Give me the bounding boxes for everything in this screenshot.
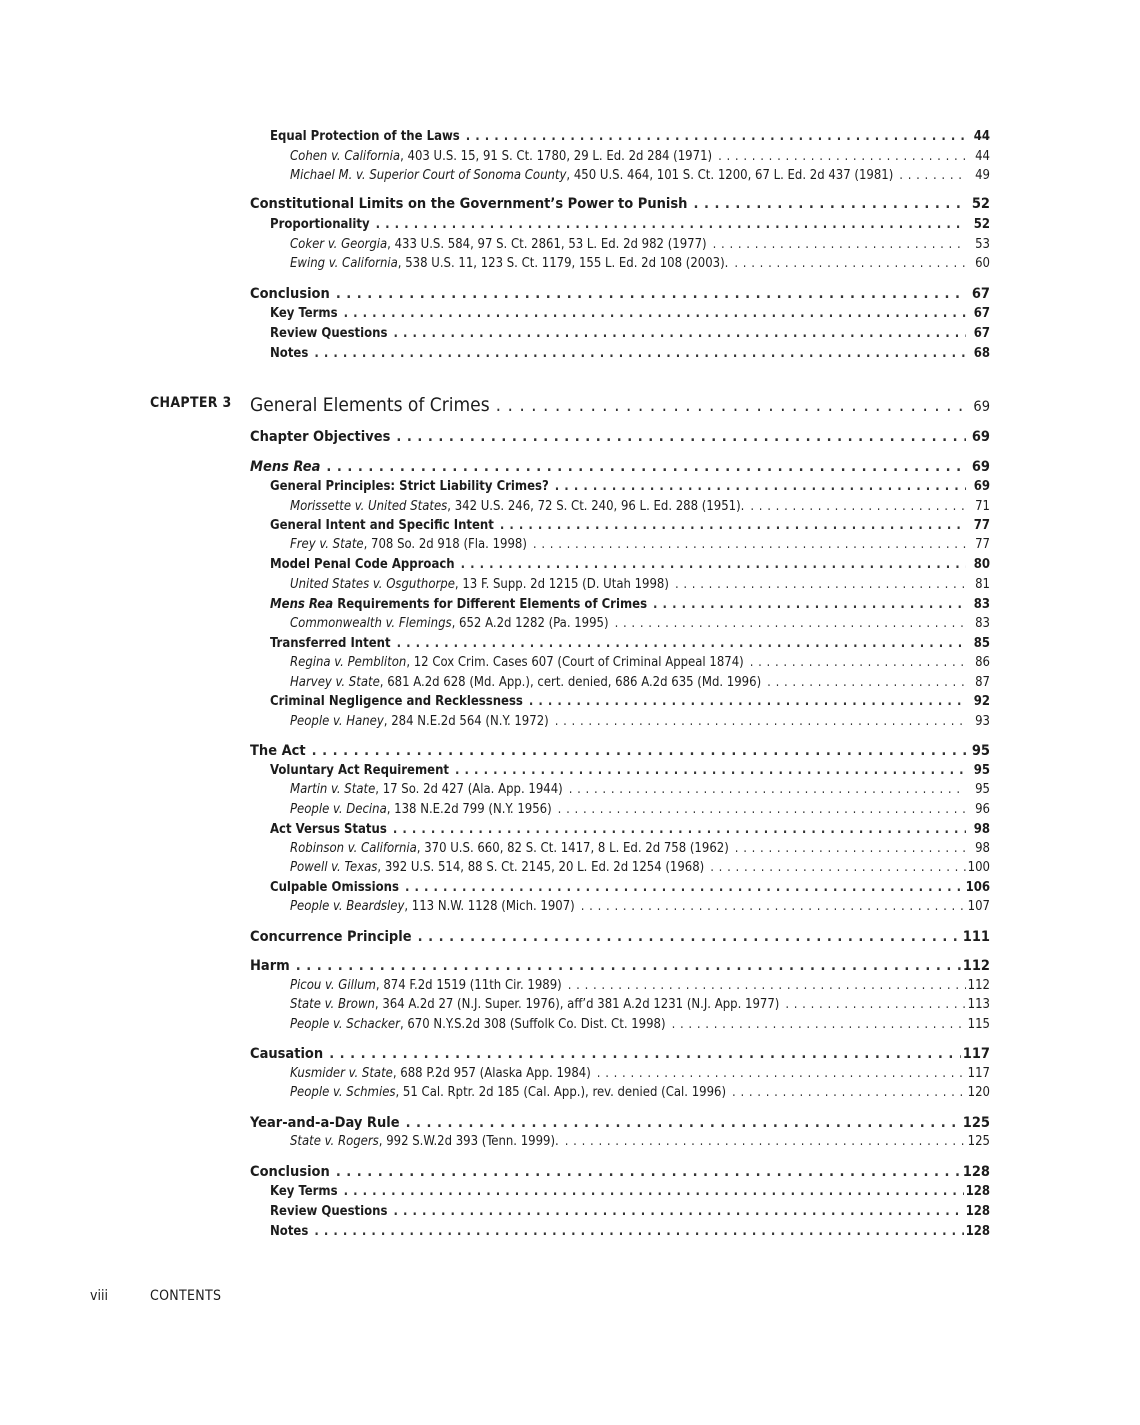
title-part: , 652 A.2d 1282 (Pa. 1995) bbox=[451, 616, 609, 631]
dot-leader bbox=[569, 779, 966, 801]
toc-page-number: 100 bbox=[967, 860, 990, 875]
toc-entry bbox=[250, 193, 990, 215]
title-part: , 13 F. Supp. 2d 1215 (D. Utah 1998) bbox=[454, 577, 669, 592]
toc-entry-title bbox=[290, 1014, 666, 1036]
dot-leader bbox=[344, 1181, 964, 1203]
toc-page-number: 128 bbox=[965, 1204, 990, 1219]
title-part: , 364 A.2d 27 (N.J. Super. 1976), aff’d 381 A.2d 1231 (N.J. App. 1977) bbox=[374, 997, 780, 1012]
italic-title-part: People v. Haney bbox=[290, 714, 384, 729]
toc-page-number: 77 bbox=[975, 537, 990, 552]
dot-leader bbox=[675, 574, 966, 596]
title-part: Criminal Negligence and Recklessness bbox=[270, 694, 523, 709]
dot-leader bbox=[336, 283, 966, 305]
toc-page-number: 128 bbox=[962, 1164, 990, 1180]
toc-page-number: 60 bbox=[975, 256, 990, 271]
toc-entry bbox=[250, 926, 990, 948]
toc-entry-title bbox=[250, 740, 306, 762]
dot-leader bbox=[533, 534, 966, 556]
dot-leader bbox=[296, 955, 961, 977]
toc-entry-title bbox=[270, 554, 455, 576]
title-part: Equal Protection of the Laws bbox=[270, 129, 460, 144]
title-part: The Act bbox=[250, 743, 306, 759]
dot-leader bbox=[581, 896, 966, 918]
toc-entry bbox=[270, 303, 990, 325]
dot-leader bbox=[734, 253, 966, 275]
dot-leader bbox=[344, 303, 966, 325]
toc-entry-title bbox=[270, 126, 460, 148]
toc-entry bbox=[250, 740, 990, 762]
toc-page-number: 69 bbox=[973, 399, 990, 415]
dot-leader bbox=[396, 426, 966, 448]
title-part: Year-and-a-Day Rule bbox=[250, 1115, 400, 1131]
toc-entry-title bbox=[290, 896, 575, 918]
dot-leader bbox=[393, 1201, 963, 1223]
dot-leader bbox=[529, 691, 966, 713]
italic-title-part: Powell v. Texas bbox=[290, 860, 378, 875]
toc-entry-title bbox=[290, 652, 744, 674]
toc-entry bbox=[290, 165, 990, 187]
title-part: , 450 U.S. 464, 101 S. Ct. 1200, 67 L. Ed. 2d 437 (1981) bbox=[566, 168, 894, 183]
toc-entry bbox=[270, 343, 990, 365]
italic-title-part: State v. Brown bbox=[290, 997, 375, 1012]
toc-page-number: 128 bbox=[965, 1184, 990, 1199]
dot-leader bbox=[558, 799, 966, 821]
toc-page-number: 112 bbox=[962, 958, 990, 974]
toc-page-number: 117 bbox=[962, 1046, 990, 1062]
toc-entry bbox=[250, 955, 990, 977]
title-part: , 392 U.S. 514, 88 S. Ct. 2145, 20 L. Ed. 2d 1254 (1968) bbox=[377, 860, 705, 875]
toc-chapter-entry bbox=[250, 392, 990, 418]
title-part: Causation bbox=[250, 1046, 324, 1062]
toc-page-number: 67 bbox=[973, 306, 990, 321]
dot-leader bbox=[329, 1043, 961, 1065]
italic-title-part: Mens Rea bbox=[270, 597, 334, 612]
dot-leader bbox=[312, 740, 966, 762]
dot-leader bbox=[555, 476, 966, 498]
footer-running-title: CONTENTS bbox=[150, 1288, 222, 1304]
toc-entry bbox=[290, 1014, 990, 1036]
toc-entry bbox=[290, 994, 990, 1016]
italic-title-part: People v. Decina bbox=[290, 802, 387, 817]
dot-leader bbox=[466, 126, 966, 148]
dot-leader bbox=[496, 392, 966, 418]
toc-entry-title bbox=[290, 165, 893, 187]
dot-leader bbox=[710, 857, 965, 879]
toc-entry bbox=[290, 1131, 990, 1153]
toc-page-number: 52 bbox=[971, 196, 990, 212]
title-part: , 284 N.E.2d 564 (N.Y. 1972) bbox=[383, 714, 549, 729]
italic-title-part: People v. Beardsley bbox=[290, 899, 405, 914]
title-part: Voluntary Act Requirement bbox=[270, 763, 450, 778]
toc-entry-title bbox=[250, 955, 290, 977]
title-part: Concurrence Principle bbox=[250, 929, 412, 945]
title-part: Key Terms bbox=[270, 306, 338, 321]
toc-page-number: 49 bbox=[975, 168, 990, 183]
toc-entry-title bbox=[290, 574, 669, 596]
italic-title-part: United States v. Osguthorpe bbox=[290, 577, 455, 592]
italic-title-part: Michael M. v. Superior Court of Sonoma County bbox=[290, 168, 567, 183]
toc-page-number: 117 bbox=[967, 1066, 990, 1081]
italic-title-part: Regina v. Pembliton bbox=[290, 655, 407, 670]
toc-page-number: 77 bbox=[973, 518, 990, 533]
toc-page-number: 98 bbox=[973, 822, 990, 837]
italic-title-part: Ewing v. California bbox=[290, 256, 398, 271]
title-part: , 992 S.W.2d 393 (Tenn. 1999). bbox=[378, 1134, 559, 1149]
dot-leader bbox=[555, 711, 966, 733]
italic-title-part: Picou v. Gillum bbox=[290, 978, 376, 993]
toc-page-number: 85 bbox=[973, 636, 990, 651]
dot-leader bbox=[693, 193, 966, 215]
toc-page-number: 71 bbox=[975, 499, 990, 514]
chapter-label: CHAPTER 3 bbox=[150, 395, 232, 411]
toc-entry bbox=[270, 214, 990, 236]
italic-title-part: State v. Rogers bbox=[290, 1134, 379, 1149]
title-part: , 138 N.E.2d 799 (N.Y. 1956) bbox=[386, 802, 552, 817]
toc-entry bbox=[250, 283, 990, 305]
toc-page-number: 125 bbox=[967, 1134, 990, 1149]
toc-entry bbox=[290, 896, 990, 918]
toc-entry-title bbox=[290, 1131, 559, 1153]
toc-page-number: 67 bbox=[971, 286, 990, 302]
toc-page-number: 52 bbox=[973, 217, 990, 232]
toc-page-number: 112 bbox=[967, 978, 990, 993]
toc-entry bbox=[270, 1201, 990, 1223]
dot-leader bbox=[376, 214, 966, 236]
italic-title-part: People v. Schmies bbox=[290, 1085, 396, 1100]
toc-page-number: 80 bbox=[973, 557, 990, 572]
toc-page-number: 111 bbox=[962, 929, 990, 945]
toc-entry-title bbox=[250, 193, 687, 215]
dot-leader bbox=[461, 554, 966, 576]
italic-title-part: Morissette v. United States bbox=[290, 499, 448, 514]
toc-page-number: 95 bbox=[971, 743, 990, 759]
title-part: Review Questions bbox=[270, 1204, 388, 1219]
italic-title-part: Harvey v. State bbox=[290, 675, 380, 690]
toc-page-number: 83 bbox=[973, 597, 990, 612]
title-part: , 708 So. 2d 918 (Fla. 1998) bbox=[363, 537, 527, 552]
italic-title-part: Robinson v. California bbox=[290, 841, 417, 856]
title-part: , 342 U.S. 246, 72 S. Ct. 240, 96 L. Ed. 288 (1951). bbox=[447, 499, 745, 514]
toc-page-number: 107 bbox=[967, 899, 990, 914]
title-part: General Principles: Strict Liability Crimes? bbox=[270, 479, 549, 494]
title-part: Transferred Intent bbox=[270, 636, 391, 651]
italic-title-part: Martin v. State bbox=[290, 782, 376, 797]
toc-entry-title bbox=[250, 926, 412, 948]
toc-entry-title bbox=[250, 1161, 330, 1183]
title-part: Notes bbox=[270, 346, 309, 361]
toc-page-number: 115 bbox=[967, 1017, 990, 1032]
title-part: , 538 U.S. 11, 123 S. Ct. 1179, 155 L. Ed. 2d 108 (2003). bbox=[397, 256, 729, 271]
toc-page-number: 96 bbox=[975, 802, 990, 817]
dot-leader bbox=[314, 1221, 963, 1243]
toc-page-number: 68 bbox=[973, 346, 990, 361]
toc-entry bbox=[290, 857, 990, 879]
dot-leader bbox=[672, 1014, 966, 1036]
italic-title-part: Commonwealth v. Flemings bbox=[290, 616, 452, 631]
toc-entry-title bbox=[290, 779, 563, 801]
toc-entry bbox=[290, 779, 990, 801]
toc-entry-title bbox=[270, 691, 523, 713]
toc-entry bbox=[270, 323, 990, 345]
title-part: General Elements of Crimes bbox=[250, 394, 490, 416]
toc-entry-title bbox=[290, 994, 779, 1016]
toc-entry-title bbox=[290, 799, 552, 821]
title-part: , 12 Cox Crim. Cases 607 (Court of Criminal Appeal 1874) bbox=[406, 655, 744, 670]
title-part: Chapter Objectives bbox=[250, 429, 391, 445]
toc-entry bbox=[270, 1221, 990, 1243]
toc-page-number: 95 bbox=[975, 782, 990, 797]
toc-entry-title bbox=[290, 1082, 726, 1104]
dot-leader bbox=[899, 165, 966, 187]
dot-leader bbox=[785, 994, 965, 1016]
toc-page-number: 53 bbox=[975, 237, 990, 252]
toc-entry-title bbox=[270, 343, 308, 365]
toc-page-number: 69 bbox=[973, 479, 990, 494]
title-part: , 113 N.W. 1128 (Mich. 1907) bbox=[404, 899, 575, 914]
toc-entry bbox=[250, 426, 990, 448]
toc-page-number: 81 bbox=[975, 577, 990, 592]
toc-entry-title bbox=[270, 1181, 338, 1203]
toc-page-number: 44 bbox=[975, 149, 990, 164]
toc-entry bbox=[290, 711, 990, 733]
toc-entry bbox=[290, 1082, 990, 1104]
dot-leader bbox=[565, 1131, 966, 1153]
dot-leader bbox=[336, 1161, 961, 1183]
title-part: , 670 N.Y.S.2d 308 (Suffolk Co. Dist. Ct. 1998) bbox=[399, 1017, 666, 1032]
toc-entry-title bbox=[250, 426, 390, 448]
italic-title-part: Cohen v. California bbox=[290, 149, 401, 164]
toc-entry-title bbox=[250, 283, 330, 305]
italic-title-part: Kusmider v. State bbox=[290, 1066, 393, 1081]
dot-leader bbox=[314, 343, 966, 365]
toc-entry bbox=[250, 1043, 990, 1065]
toc-entry bbox=[290, 799, 990, 821]
italic-title-part: Mens Rea bbox=[250, 459, 321, 475]
title-part: Key Terms bbox=[270, 1184, 338, 1199]
title-part: Conclusion bbox=[250, 286, 330, 302]
toc-entry bbox=[270, 126, 990, 148]
toc-entry-title bbox=[270, 1221, 308, 1243]
toc-entry bbox=[250, 456, 990, 478]
italic-title-part: People v. Schacker bbox=[290, 1017, 400, 1032]
toc-page-number: 83 bbox=[975, 616, 990, 631]
title-part: , 17 So. 2d 427 (Ala. App. 1944) bbox=[375, 782, 563, 797]
toc-page-number: 92 bbox=[973, 694, 990, 709]
title-part: Harm bbox=[250, 958, 290, 974]
toc-entry-title bbox=[250, 1043, 323, 1065]
toc-page-number: 120 bbox=[967, 1085, 990, 1100]
toc-entry-title bbox=[270, 1201, 387, 1223]
toc-page-number: 106 bbox=[965, 880, 990, 895]
title-part: Model Penal Code Approach bbox=[270, 557, 455, 572]
dot-leader bbox=[750, 652, 966, 674]
toc-page-number: 113 bbox=[967, 997, 990, 1012]
toc-entry bbox=[290, 574, 990, 596]
title-part: , 688 P.2d 957 (Alaska App. 1984) bbox=[392, 1066, 591, 1081]
italic-title-part: Frey v. State bbox=[290, 537, 364, 552]
toc-entry-title bbox=[270, 303, 338, 325]
title-part: General Intent and Specific Intent bbox=[270, 518, 494, 533]
dot-leader bbox=[418, 926, 961, 948]
toc-entry-title bbox=[290, 253, 728, 275]
toc-entry bbox=[250, 1161, 990, 1183]
dot-leader bbox=[615, 613, 966, 635]
toc-page-number: 98 bbox=[975, 841, 990, 856]
toc-page-number: 93 bbox=[975, 714, 990, 729]
toc-entry bbox=[290, 534, 990, 556]
toc-entry bbox=[290, 652, 990, 674]
title-part: , 681 A.2d 628 (Md. App.), cert. denied, 686 A.2d 635 (Md. 1996) bbox=[379, 675, 762, 690]
title-part: , 874 F.2d 1519 (11th Cir. 1989) bbox=[375, 978, 562, 993]
italic-title-part: Coker v. Georgia bbox=[290, 237, 388, 252]
toc-entry-title bbox=[290, 613, 609, 635]
toc-entry-title bbox=[270, 214, 370, 236]
toc-page-number: 125 bbox=[962, 1115, 990, 1131]
toc-entry-title bbox=[270, 323, 387, 345]
dot-leader bbox=[732, 1082, 966, 1104]
toc-page-number: 69 bbox=[971, 459, 990, 475]
toc-entry-title bbox=[290, 711, 549, 733]
title-part: Notes bbox=[270, 1224, 309, 1239]
title-part: Proportionality bbox=[270, 217, 370, 232]
dot-leader bbox=[393, 323, 966, 345]
toc-entry-title bbox=[290, 857, 704, 879]
toc-entry bbox=[290, 613, 990, 635]
toc-entry-title bbox=[270, 476, 549, 498]
toc-page-number: 44 bbox=[973, 129, 990, 144]
toc-page-number: 67 bbox=[973, 326, 990, 341]
title-part: Constitutional Limits on the Government’s Power to Punish bbox=[250, 196, 688, 212]
footer-page-number: viii bbox=[90, 1288, 108, 1304]
toc-page-number: 128 bbox=[965, 1224, 990, 1239]
title-part: Culpable Omissions bbox=[270, 880, 399, 895]
title-part: Review Questions bbox=[270, 326, 388, 341]
toc-page-number: 69 bbox=[971, 429, 990, 445]
toc-entry bbox=[270, 476, 990, 498]
toc-entry-title bbox=[290, 534, 527, 556]
toc-entry-title bbox=[250, 392, 490, 418]
toc-page-number: 87 bbox=[975, 675, 990, 690]
title-part: , 433 U.S. 584, 97 S. Ct. 2861, 53 L. Ed. 2d 982 (1977) bbox=[387, 237, 707, 252]
title-part: Act Versus Status bbox=[270, 822, 387, 837]
title-part: Conclusion bbox=[250, 1164, 330, 1180]
toc-entry-title bbox=[250, 456, 320, 478]
toc-page-number: 95 bbox=[973, 763, 990, 778]
title-part: , 370 U.S. 660, 82 S. Ct. 1417, 8 L. Ed. 2d 758 (1962) bbox=[416, 841, 729, 856]
dot-leader bbox=[326, 456, 966, 478]
toc-page-number: 86 bbox=[975, 655, 990, 670]
toc-entry bbox=[270, 1181, 990, 1203]
toc-entry bbox=[270, 554, 990, 576]
title-part: , 403 U.S. 15, 91 S. Ct. 1780, 29 L. Ed. 2d 284 (1971) bbox=[400, 149, 713, 164]
toc-entry bbox=[290, 253, 990, 275]
toc-entry bbox=[270, 691, 990, 713]
title-part: , 51 Cal. Rptr. 2d 185 (Cal. App.), rev. denied (Cal. 1996) bbox=[395, 1085, 727, 1100]
title-part: Requirements for Different Elements of Crimes bbox=[333, 597, 648, 612]
